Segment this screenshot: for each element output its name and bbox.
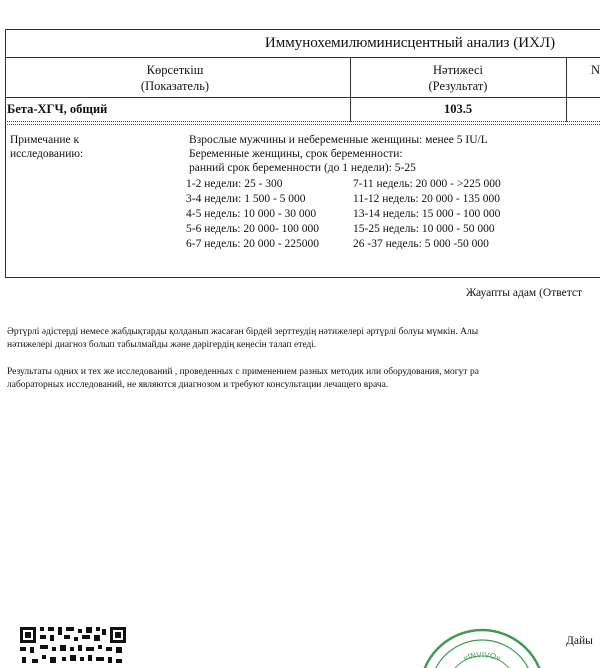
column-divider-2 (566, 57, 567, 122)
test-name: Бета-ХГЧ, общий (7, 102, 108, 116)
reference-week-left: 3-4 недели: 1 500 - 5 000 (186, 193, 306, 205)
reference-week-left: 6-7 недель: 20 000 - 225000 (186, 238, 320, 250)
reference-week-right: 13-14 недель: 15 000 - 100 000 (353, 208, 501, 220)
stamp-text: «INVIVO» (462, 650, 502, 663)
column-header-result-ru: (Результат) (428, 79, 488, 93)
disclaimer-ru-line: лабораторных исследований, не являются диагнозом и требуют консультации лечащего врача. (7, 380, 389, 390)
seal-stamp-icon (418, 628, 546, 668)
reference-week-left: 1-2 недели: 25 - 300 (186, 178, 283, 190)
reference-early-term: ранний срок беременности (до 1 недели): 5-25 (189, 162, 416, 174)
reference-week-left: 5-6 недель: 20 000- 100 000 (186, 223, 320, 235)
column-header-result (351, 62, 565, 94)
disclaimer-ru (7, 366, 479, 392)
reference-week-right: 11-12 недель: 20 000 - 135 000 (353, 193, 500, 205)
signature-label: Дайы (566, 635, 593, 647)
row-divider-top (5, 121, 600, 122)
column-header-indicator-ru: (Показатель) (140, 79, 210, 93)
responsible-person-label: Жауапты адам (Ответст (466, 287, 583, 299)
table-bottom-border (5, 277, 600, 278)
test-value: 103.5 (443, 102, 473, 116)
table-top-border (5, 29, 600, 30)
reference-week-right: 7-11 недель: 20 000 - >225 000 (353, 178, 501, 190)
svg-text:«INVIVO» (462, 650, 502, 663)
reference-pregnant-header: Беременные женщины, срок беременности: (189, 148, 403, 160)
header-divider (5, 97, 600, 98)
column-header-third: N (591, 63, 600, 77)
disclaimer-ru-line: Результаты одних и тех же исследований , проведенных с применением разных методик или оборудования, могут ра (7, 367, 479, 377)
reference-week-right: 15-25 недель: 10 000 - 50 000 (353, 223, 495, 235)
disclaimer-kz-line: Әртүрлі әдістерді немесе жабдықтарды қолданып жасаған бірдей зерттеудің нәтижелері әртүрлі болуы мүмкін. Алы (7, 327, 479, 337)
column-header-indicator (0, 62, 350, 94)
reference-week-left: 4-5 недель: 10 000 - 30 000 (186, 208, 317, 220)
column-header-indicator-kz: Көрсеткіш (146, 63, 204, 77)
qr-code-icon (20, 627, 126, 667)
reference-adults: Взрослые мужчины и небеременные женщины: менее 5 IU/L (189, 134, 488, 146)
note-label: Примечание к исследованию: (10, 134, 84, 160)
disclaimer-kz-line: нәтижелері диагноз болып табылмайды және дәрігердің кеңесін талап етеді. (7, 340, 317, 350)
reference-week-right: 26 -37 недель: 5 000 -50 000 (353, 238, 489, 250)
column-header-result-kz: Нәтижесі (432, 63, 484, 77)
report-title: Иммунохемилюминисцентный анализ (ИХЛ) (264, 35, 556, 51)
title-divider (5, 57, 600, 58)
row-divider-bottom (5, 124, 600, 125)
disclaimer-kz (7, 326, 478, 352)
